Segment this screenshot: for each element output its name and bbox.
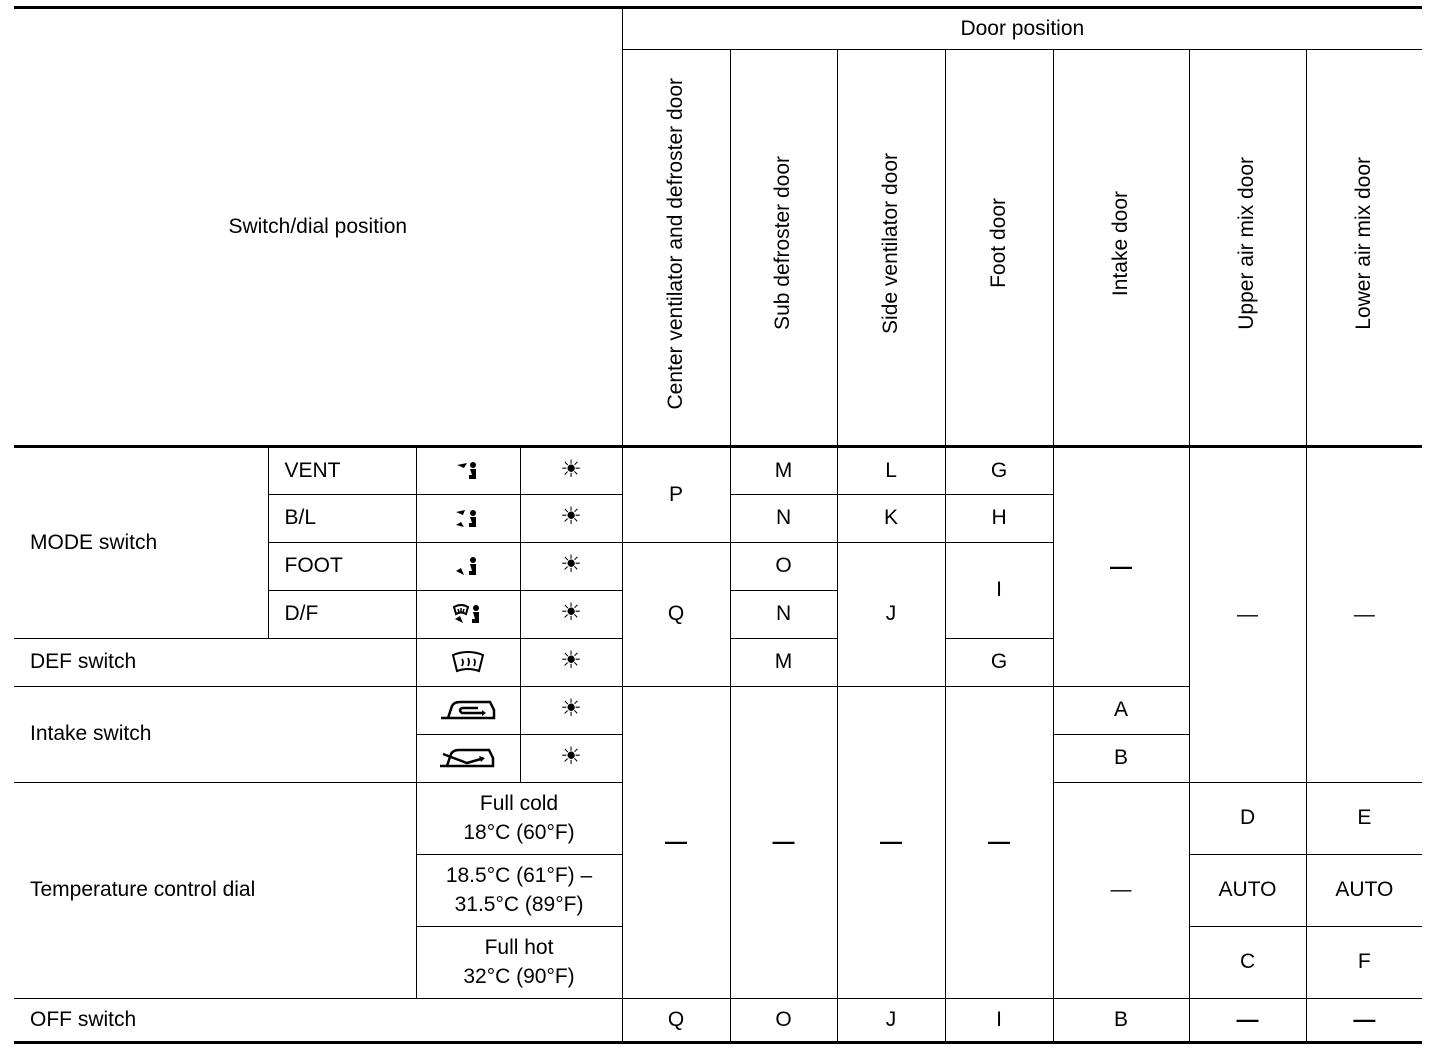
foot-label: FOOT bbox=[268, 543, 416, 591]
foot-mode-icon bbox=[416, 543, 520, 591]
door-header-lower-air-mix: Lower air mix door bbox=[1306, 50, 1422, 447]
intake-switch-label: Intake switch bbox=[14, 687, 416, 783]
sub-def-foot: O bbox=[730, 543, 837, 591]
mode-switch-label: MODE switch bbox=[14, 447, 268, 639]
temperature-control-dial-label: Temperature control dial bbox=[14, 783, 416, 999]
sun-icon: ☀ bbox=[520, 639, 622, 687]
foot-def: G bbox=[945, 639, 1053, 687]
door-header-center-ventilator: Center ventilator and defroster door bbox=[622, 50, 730, 447]
sun-icon: ☀ bbox=[520, 735, 622, 783]
lower-air-mix-hot: F bbox=[1306, 927, 1422, 999]
sub-def-off: O bbox=[730, 999, 837, 1043]
door-position-header: Door position bbox=[622, 8, 1422, 50]
def-switch-label: DEF switch bbox=[14, 639, 416, 687]
door-header-intake: Intake door bbox=[1053, 50, 1189, 447]
bi-level-mode-icon bbox=[416, 495, 520, 543]
switch-dial-position-header: Switch/dial position bbox=[14, 8, 622, 447]
sub-def-vent: M bbox=[730, 447, 837, 495]
intake-off: B bbox=[1053, 999, 1189, 1043]
door-header-foot: Foot door bbox=[945, 50, 1053, 447]
bl-label: B/L bbox=[268, 495, 416, 543]
center-vent-off: Q bbox=[622, 999, 730, 1043]
intake-temp-dash: — bbox=[1053, 783, 1189, 999]
sun-icon: ☀ bbox=[520, 543, 622, 591]
upper-air-mix-dash: — bbox=[1189, 447, 1306, 783]
foot-bl: H bbox=[945, 495, 1053, 543]
center-vent-q: Q bbox=[622, 543, 730, 687]
lower-air-mix-off: — bbox=[1306, 999, 1422, 1043]
fresh-air-icon bbox=[416, 735, 520, 783]
center-vent-dash: — bbox=[622, 687, 730, 999]
door-header-sub-defroster: Sub defroster door bbox=[730, 50, 837, 447]
sub-def-bl: N bbox=[730, 495, 837, 543]
side-vent-vent: L bbox=[837, 447, 945, 495]
recirculation-icon bbox=[416, 687, 520, 735]
side-vent-bl: K bbox=[837, 495, 945, 543]
sub-def-dash: — bbox=[730, 687, 837, 999]
center-vent-p: P bbox=[622, 447, 730, 543]
vent-label: VENT bbox=[268, 447, 416, 495]
upper-air-mix-auto: AUTO bbox=[1189, 855, 1306, 927]
side-vent-off: J bbox=[837, 999, 945, 1043]
upper-air-mix-hot: C bbox=[1189, 927, 1306, 999]
sub-def-def: M bbox=[730, 639, 837, 687]
sun-icon: ☀ bbox=[520, 591, 622, 639]
defroster-icon bbox=[416, 639, 520, 687]
upper-air-mix-cold: D bbox=[1189, 783, 1306, 855]
full-cold-cell: Full cold 18°C (60°F) bbox=[416, 783, 622, 855]
side-vent-j: J bbox=[837, 543, 945, 687]
side-vent-dash: — bbox=[837, 687, 945, 999]
intake-b: B bbox=[1053, 735, 1189, 783]
lower-air-mix-dash: — bbox=[1306, 447, 1422, 783]
sun-icon: ☀ bbox=[520, 447, 622, 495]
foot-vent: G bbox=[945, 447, 1053, 495]
intake-a: A bbox=[1053, 687, 1189, 735]
lower-air-mix-auto: AUTO bbox=[1306, 855, 1422, 927]
def-foot-mode-icon bbox=[416, 591, 520, 639]
intake-mode-dash: — bbox=[1053, 447, 1189, 687]
door-header-side-ventilator: Side ventilator door bbox=[837, 50, 945, 447]
door-header-upper-air-mix: Upper air mix door bbox=[1189, 50, 1306, 447]
foot-dash: — bbox=[945, 687, 1053, 999]
upper-air-mix-off: — bbox=[1189, 999, 1306, 1043]
mid-range-cell: 18.5°C (61°F) – 31.5°C (89°F) bbox=[416, 855, 622, 927]
sub-def-df: N bbox=[730, 591, 837, 639]
vent-mode-icon bbox=[416, 447, 520, 495]
foot-i: I bbox=[945, 543, 1053, 639]
lower-air-mix-cold: E bbox=[1306, 783, 1422, 855]
sun-icon: ☀ bbox=[520, 495, 622, 543]
sun-icon: ☀ bbox=[520, 687, 622, 735]
off-switch-label: OFF switch bbox=[14, 999, 622, 1043]
df-label: D/F bbox=[268, 591, 416, 639]
foot-off: I bbox=[945, 999, 1053, 1043]
full-hot-cell: Full hot 32°C (90°F) bbox=[416, 927, 622, 999]
door-position-table bbox=[14, 6, 1422, 1044]
